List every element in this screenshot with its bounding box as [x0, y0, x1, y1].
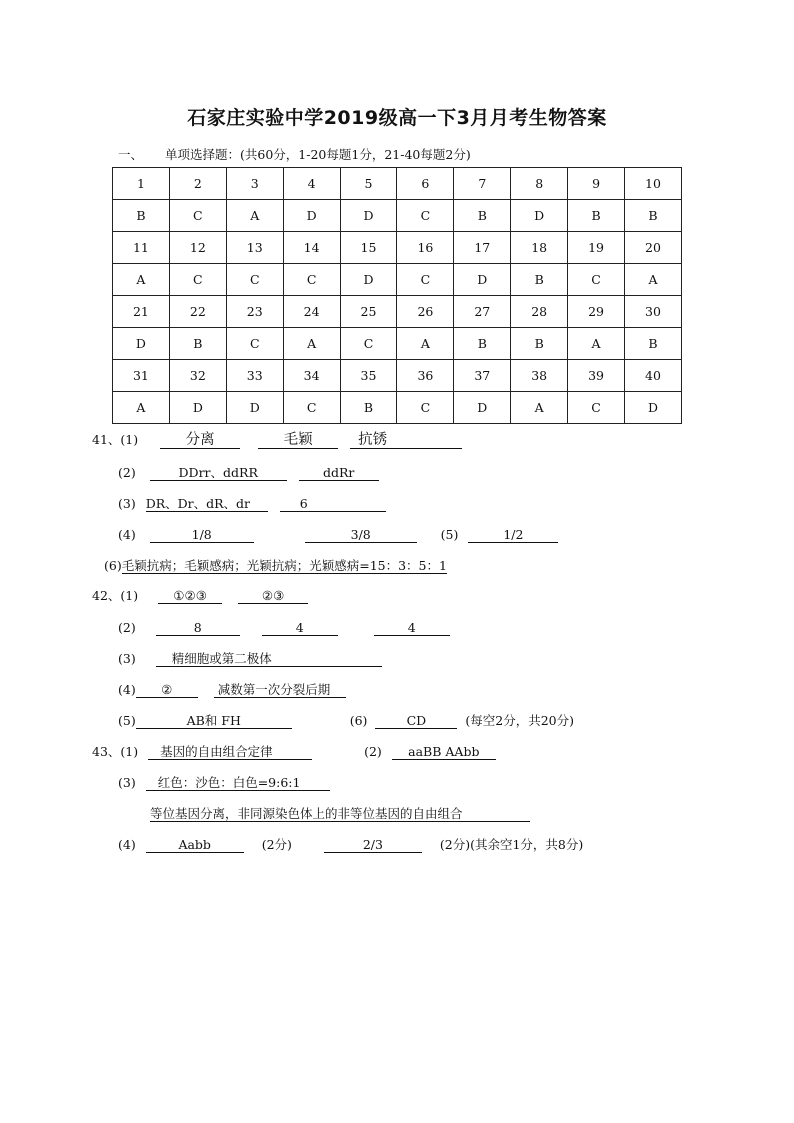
- q42-line-2: [118, 620, 450, 636]
- answer-cell: C: [397, 264, 454, 296]
- q41-answer-1b: 毛颖: [258, 433, 338, 449]
- question-number-cell: 30: [625, 296, 682, 328]
- answer-cell: C: [283, 392, 340, 424]
- answer-cell: D: [226, 392, 283, 424]
- question-number-cell: 7: [454, 168, 511, 200]
- q41-p6-label: (6): [104, 558, 122, 573]
- question-number-cell: 34: [283, 360, 340, 392]
- question-number-cell: 33: [226, 360, 283, 392]
- question-number-cell: 18: [511, 232, 568, 264]
- q42-answer-2b: 4: [262, 620, 338, 636]
- question-number-cell: 39: [568, 360, 625, 392]
- q42-p4-label: (4): [118, 682, 136, 697]
- question-number-cell: 38: [511, 360, 568, 392]
- answer-cell: B: [169, 328, 226, 360]
- question-number-cell: 23: [226, 296, 283, 328]
- question-number-row: [113, 296, 682, 328]
- q41-p4-label: (4): [118, 527, 136, 542]
- q43-line-3: [118, 775, 330, 791]
- question-number-cell: 15: [340, 232, 397, 264]
- question-number-cell: 14: [283, 232, 340, 264]
- question-number-cell: 13: [226, 232, 283, 264]
- q41-answer-4b: 3/8: [305, 527, 417, 543]
- answer-cell: A: [113, 264, 170, 296]
- q41-answer-5: 1/2: [468, 527, 558, 543]
- question-number-cell: 36: [397, 360, 454, 392]
- q43-answer-1: 基因的自由组合定律: [148, 744, 312, 760]
- question-number-cell: 16: [397, 232, 454, 264]
- answer-cell: B: [454, 200, 511, 232]
- q42-p2-label: (2): [118, 620, 136, 635]
- q43-answer-3: 红色：沙色：白色=9:6:1: [146, 775, 330, 791]
- question-number-cell: 17: [454, 232, 511, 264]
- page-title: 石家庄实验中学2019级高一下3月月考生物答案: [187, 107, 607, 129]
- q41-line-6: [104, 558, 447, 574]
- q42-p6-label: (6): [349, 713, 368, 728]
- answer-cell: D: [113, 328, 170, 360]
- answer-row: [113, 328, 682, 360]
- answer-cell: A: [625, 264, 682, 296]
- q41-answer-1a: 分离: [160, 433, 240, 449]
- answer-cell: C: [226, 264, 283, 296]
- answer-cell: C: [568, 392, 625, 424]
- answer-table: [112, 167, 682, 424]
- answer-cell: D: [511, 200, 568, 232]
- answer-cell: C: [397, 392, 454, 424]
- section-label: 单项选择题：(共60分，1-20每题1分，21-40每题2分): [165, 147, 471, 162]
- q42-answer-4b: 减数第一次分裂后期: [214, 682, 346, 698]
- answer-cell: D: [340, 264, 397, 296]
- question-number-cell: 3: [226, 168, 283, 200]
- question-number-cell: 11: [113, 232, 170, 264]
- question-number-cell: 26: [397, 296, 454, 328]
- answer-cell: B: [511, 328, 568, 360]
- answer-cell: A: [568, 328, 625, 360]
- q42-answer-3: 精细胞或第二极体: [156, 651, 382, 667]
- question-number-cell: 9: [568, 168, 625, 200]
- q41-p5-label: (5): [440, 527, 459, 542]
- section-heading: [118, 145, 471, 163]
- question-number-cell: 12: [169, 232, 226, 264]
- q41-p2-label: (2): [118, 465, 136, 480]
- answer-cell: D: [454, 392, 511, 424]
- question-number-cell: 37: [454, 360, 511, 392]
- q41-p3-label: (3): [118, 496, 136, 511]
- q41-answer-3b: 6: [280, 496, 386, 512]
- answer-row: [113, 264, 682, 296]
- question-number-cell: 20: [625, 232, 682, 264]
- answer-cell: C: [169, 264, 226, 296]
- answer-cell: A: [511, 392, 568, 424]
- answer-cell: B: [625, 328, 682, 360]
- answer-cell: C: [397, 200, 454, 232]
- question-number-cell: 40: [625, 360, 682, 392]
- q41-answer-2a: DDrr、ddRR: [150, 465, 287, 481]
- answer-cell: C: [226, 328, 283, 360]
- answer-cell: D: [169, 392, 226, 424]
- q42-answer-1b: ②③: [238, 588, 308, 604]
- answer-cell: B: [511, 264, 568, 296]
- question-number-cell: 8: [511, 168, 568, 200]
- answer-cell: A: [283, 328, 340, 360]
- answer-cell: C: [568, 264, 625, 296]
- answer-cell: B: [568, 200, 625, 232]
- question-number-cell: 19: [568, 232, 625, 264]
- answer-cell: B: [340, 392, 397, 424]
- answer-cell: D: [340, 200, 397, 232]
- question-number-cell: 10: [625, 168, 682, 200]
- q43-p3-label: (3): [118, 775, 136, 790]
- question-number-row: [113, 168, 682, 200]
- question-number-cell: 2: [169, 168, 226, 200]
- q42-answer-1a: ①②③: [158, 588, 222, 604]
- q42-answer-2c: 4: [374, 620, 450, 636]
- q41-answer-2b: ddRr: [299, 465, 379, 481]
- question-number-cell: 4: [283, 168, 340, 200]
- question-number-cell: 24: [283, 296, 340, 328]
- question-number-row: [113, 360, 682, 392]
- answer-cell: B: [454, 328, 511, 360]
- q42-line-4: [118, 682, 346, 698]
- question-number-cell: 6: [397, 168, 454, 200]
- answer-cell: C: [340, 328, 397, 360]
- answer-cell: B: [625, 200, 682, 232]
- q42-line-5: [118, 713, 574, 729]
- question-number-cell: 32: [169, 360, 226, 392]
- question-number-cell: 1: [113, 168, 170, 200]
- q42-answer-6: CD: [375, 713, 457, 729]
- question-number-cell: 22: [169, 296, 226, 328]
- q41-label: 41、(1): [92, 432, 139, 447]
- q43-p2-label: (2): [364, 744, 382, 759]
- answer-cell: C: [283, 264, 340, 296]
- answer-row: [113, 392, 682, 424]
- q42-note: (每空2分，共20分): [465, 713, 575, 728]
- question-number-cell: 5: [340, 168, 397, 200]
- question-number-cell: 31: [113, 360, 170, 392]
- q42-label: 42、(1): [92, 588, 139, 603]
- q41-answer-4a: 1/8: [150, 527, 254, 543]
- q43-note-4b: (2分)(其余空1分，共8分): [439, 837, 584, 852]
- q43-line-1: [92, 744, 496, 760]
- question-number-cell: 35: [340, 360, 397, 392]
- q41-line-4: [118, 527, 558, 543]
- q41-answer-1c: 抗锈: [350, 433, 462, 449]
- q42-answer-4a: ②: [136, 682, 198, 698]
- q42-answer-2a: 8: [156, 620, 240, 636]
- q42-p3-label: (3): [118, 651, 136, 666]
- question-number-cell: 27: [454, 296, 511, 328]
- q43-line-3b: [150, 806, 530, 822]
- q42-answer-5: AB和 FH: [136, 713, 292, 729]
- q43-answer-2: aaBB AAbb: [392, 744, 496, 760]
- answer-cell: B: [113, 200, 170, 232]
- q43-line-4: [118, 837, 583, 853]
- section-number: 一、: [118, 147, 144, 162]
- q42-line-1: [92, 588, 308, 604]
- q43-answer-4a: Aabb: [146, 837, 244, 853]
- q41-answer-3a: DR、Dr、dR、dr: [146, 496, 268, 512]
- q43-p4-label: (4): [118, 837, 136, 852]
- q41-line-1: [92, 432, 462, 449]
- q41-answer-6: 毛颖抗病；毛颖感病；光颖抗病；光颖感病=15：3：5：1: [121, 558, 447, 573]
- answer-cell: D: [454, 264, 511, 296]
- q43-note-4a: (2分): [261, 837, 292, 852]
- question-number-cell: 28: [511, 296, 568, 328]
- question-number-cell: 29: [568, 296, 625, 328]
- answer-cell: D: [283, 200, 340, 232]
- q41-line-2: [118, 465, 379, 481]
- question-number-cell: 25: [340, 296, 397, 328]
- q41-line-3: [118, 496, 386, 512]
- q43-answer-3b: 等位基因分离，非同源染色体上的非等位基因的自由组合: [150, 806, 530, 822]
- q42-p5-label: (5): [118, 713, 136, 728]
- answer-cell: A: [226, 200, 283, 232]
- question-number-row: [113, 232, 682, 264]
- answer-cell: A: [113, 392, 170, 424]
- answer-cell: D: [625, 392, 682, 424]
- q42-line-3: [118, 651, 382, 667]
- q43-answer-4b: 2/3: [324, 837, 422, 853]
- answer-cell: A: [397, 328, 454, 360]
- answer-row: [113, 200, 682, 232]
- answer-cell: C: [169, 200, 226, 232]
- question-number-cell: 21: [113, 296, 170, 328]
- q43-label: 43、(1): [92, 744, 139, 759]
